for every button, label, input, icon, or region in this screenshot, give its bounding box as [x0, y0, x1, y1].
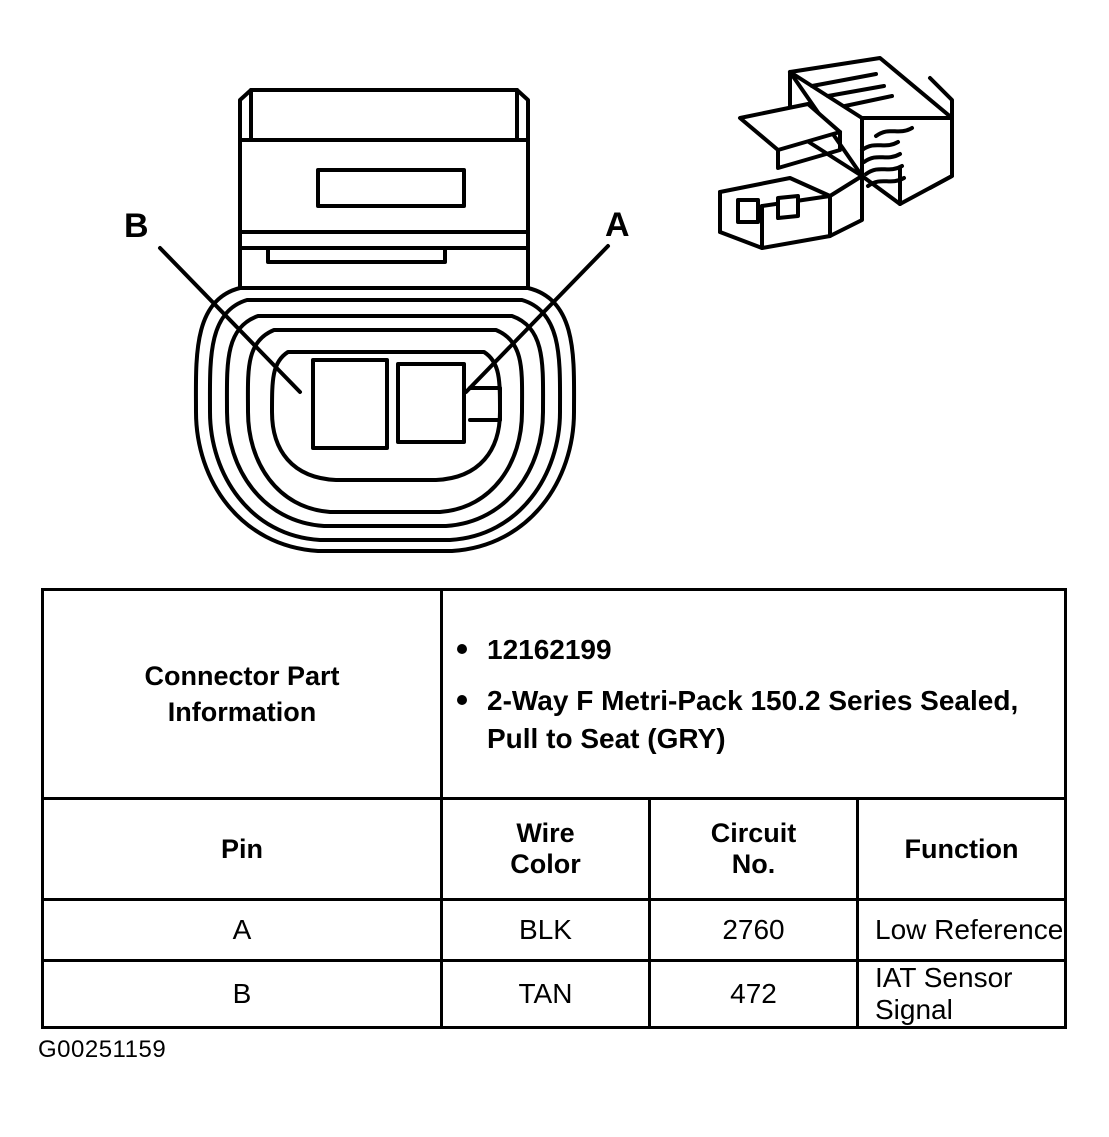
- header-circuit-no: [650, 799, 858, 900]
- bullet-dot-icon: [457, 644, 467, 654]
- cpi-part-description: 2-Way F Metri-Pack 150.2 Series Sealed, Pull to Seat (GRY): [487, 685, 1019, 754]
- table-row: [43, 961, 1066, 1028]
- table-header-row: [43, 799, 1066, 900]
- header-wire-color-line2: Color: [510, 849, 581, 879]
- cpi-bullet-list: [443, 631, 1064, 757]
- connector-isometric-view: [720, 58, 952, 248]
- cpi-bullet-item: [443, 682, 1064, 756]
- cpi-label-line1: Connector Part: [144, 660, 340, 691]
- cell-function: Low Reference: [858, 900, 1066, 961]
- header-circuit-no-line2: No.: [731, 849, 776, 879]
- cell-wire-color: TAN: [442, 961, 650, 1028]
- header-function: Function: [858, 799, 1066, 900]
- cell-wire-color: BLK: [442, 900, 650, 961]
- cell-pin: A: [43, 900, 442, 961]
- cpi-bullet-item: [443, 631, 1064, 668]
- connector-part-information-values: [442, 590, 1066, 799]
- figure-id-caption: G00251159: [38, 1036, 167, 1063]
- connector-part-information-row: [43, 590, 1066, 799]
- header-circuit-no-line1: Circuit: [710, 818, 797, 848]
- connector-pinout-table: [41, 588, 1067, 1029]
- bullet-dot-icon: [457, 695, 467, 705]
- cell-circuit-no: 2760: [650, 900, 858, 961]
- header-wire-color-line1: Wire: [516, 818, 575, 848]
- cell-circuit-no: 472: [650, 961, 858, 1028]
- cell-pin: B: [43, 961, 442, 1028]
- cpi-label-line2: Information: [167, 697, 317, 727]
- callout-label-b: B: [124, 207, 149, 245]
- header-wire-color: [442, 799, 650, 900]
- callout-label-a: A: [605, 206, 630, 244]
- connector-part-information-label: [43, 590, 442, 799]
- table-row: [43, 900, 1066, 961]
- cpi-part-number: 12162199: [487, 634, 612, 666]
- cell-function: IAT Sensor Signal: [858, 961, 1066, 1028]
- header-pin: Pin: [43, 799, 442, 900]
- connector-body-front: [240, 90, 528, 288]
- terminal-cavities: [313, 360, 464, 448]
